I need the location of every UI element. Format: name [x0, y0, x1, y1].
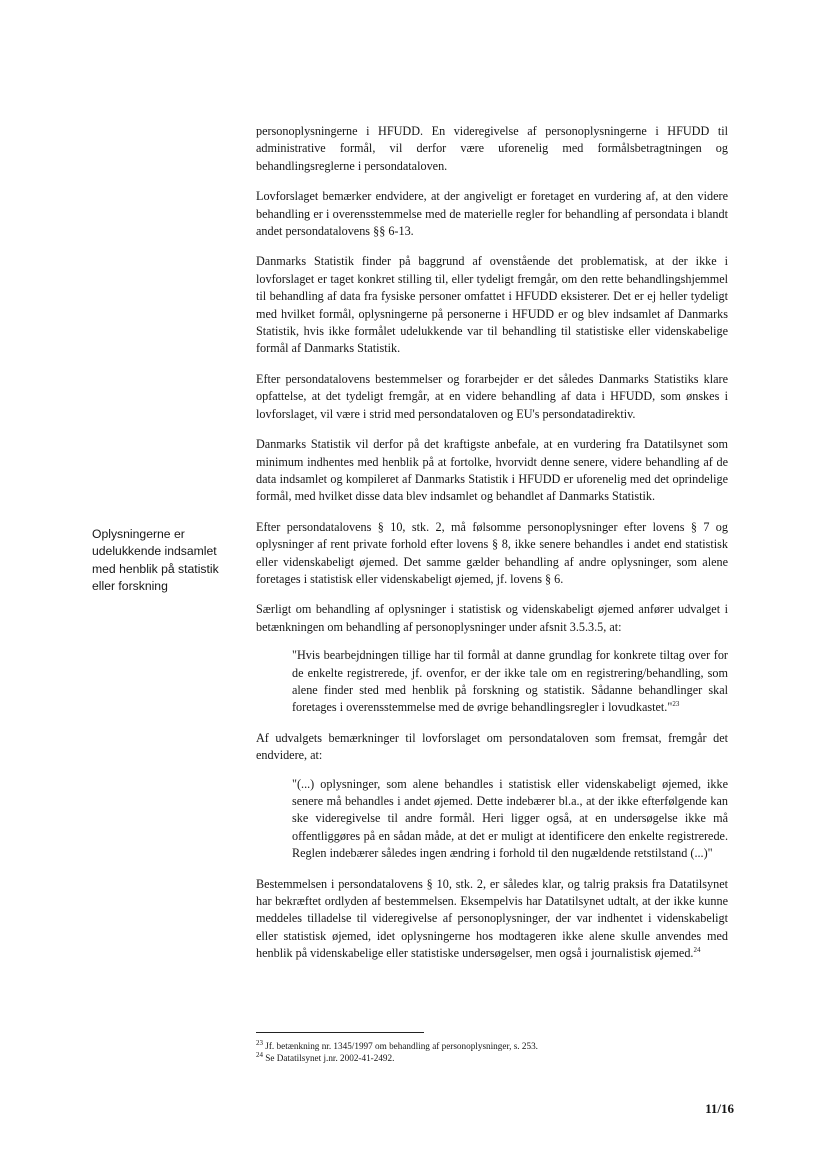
- paragraph: Efter persondatalovens bestemmelser og forarbejder er det således Danmarks Statistiks klare opfattelse, at det tydeligt fremgår, at en videre behandling af data i HFUDD, som ønskes i lovforslaget, vil være i strid med persondataloven og EU's persondatadirektiv.: [256, 371, 728, 421]
- paragraph: Af udvalgets bemærkninger til lovforslaget om persondataloven som fremsat, fremgår det endvidere, at:: [256, 730, 728, 763]
- footnote: [256, 1040, 728, 1052]
- paragraph: personoplysningerne i HFUDD. En videregivelse af personoplysningerne i HFUDD til administrative formål, vil derfor være uforenelig med formålsbetragtningen og behandlingsreglerne i persondataloven.: [256, 124, 728, 173]
- paragraph-text: Bestemmelsen i persondatalovens § 10, stk. 2, er således klar, og talrig praksis fra Datatilsynet har bekræftet ordlyden af bestemmelsen. Eksempelvis har Datatilsynet udtalt, at der ikke kunne meddeles tilladelse til videregivelse af personoplysninger, der var indhentet i videnskabeligt eller statistisk øjemed, idet oplysningerne hos modtageren ikke alene skulle anvendes med henblik på videnskabelige eller statistiske undersøgelser, men også i journalistisk øjemed.: [256, 876, 728, 961]
- page-number: 11/16: [705, 1101, 734, 1116]
- quote-text: "Hvis bearbejdningen tillige har til formål at danne grundlag for konkrete tiltag over for de enkelte registrerede, jf. ovenfor, er der ikke tale om en registrering/behandling, som alene finder sted med henblik på forskning og statistik. Sådanne behandlinger skal foretages i overensstemmelse med de øvrige behandlingsregler i lovudkastet.": [292, 648, 728, 715]
- paragraph: [256, 876, 728, 963]
- footnote: [256, 1052, 728, 1064]
- footnote-text: Se Datatilsynet j.nr. 2002-41-2492.: [265, 1053, 395, 1063]
- paragraph: Danmarks Statistik finder på baggrund af ovenstående det problematisk, at der ikke i lovforslaget er taget konkret stilling til, eller tydeligt fremgår, om den rette behandlingshjemmel til behandling af data fra fysiske personer omfattet i HFUDD eksisterer. Det er ej heller tydeligt med hvilket formål, oplysningerne på personerne i HFUDD er og blev indsamlet af Danmarks Statistik, hvis ikke formålet udelukkende var til behandling til statistiske eller videnskabelige formål af Danmarks Statistik.: [256, 254, 728, 356]
- paragraph: Lovforslaget bemærker endvidere, at der angiveligt er foretaget en vurdering af, at den videre behandling er i overensstemmelse med de materielle regler for behandling af persondata i blandt andet persondatalovens §§ 6-13.: [256, 189, 728, 239]
- footnote-number: 23: [256, 1038, 263, 1047]
- footnote-number: 24: [256, 1050, 263, 1059]
- footnote-reference: 23: [672, 700, 680, 709]
- paragraph: Efter persondatalovens § 10, stk. 2, må følsomme personoplysninger efter lovens § 7 og oplysninger af rent private forhold efter lovens § 8, ikke senere behandles i andet end statistisk eller videnskabeligt øjemed. Det samme gælder behandling af andre oplysninger, som alene foretages i statistisk eller videnskabeligt øjemed, jf. lovens § 6.: [256, 519, 728, 586]
- paragraph: Særligt om behandling af oplysninger i statistisk og videnskabeligt øjemed anfører udvalget i betænkningen om behandling af personoplysninger under afsnit 3.5.3.5, at:: [256, 602, 728, 634]
- main-text: [256, 123, 728, 976]
- footnote-divider: [256, 1032, 424, 1033]
- footnote-reference: 24: [693, 946, 701, 955]
- block-quote: [292, 647, 728, 717]
- footnote-text: Jf. betænkning nr. 1345/1997 om behandling af personoplysninger, s. 253.: [265, 1041, 538, 1051]
- paragraph: Danmarks Statistik vil derfor på det kraftigste anbefale, at en vurdering fra Datatilsynet som minimum indhentes med henblik på at fortolke, hvorvidt denne senere, videre behandling af de data indsamlet og kompileret af Danmarks Statistik i HFUDD er uforenelig med det oprindelige formål, med hvilket disse data blev indsamlet og behandlet af Danmarks Statistik.: [256, 437, 728, 504]
- block-quote: "(...) oplysninger, som alene behandles i statistisk eller videnskabeligt øjemed, ikke senere må behandles i andet øjemed. Dette indebærer bl.a., at der ikke efterfølgende kan ske videregivelse til andre formål. Heri ligger også, at en undersøgelse ikke må offentliggøres på en sådan måde, at det er muligt at identificere den enkelte registrerede. Reglen indebærer således ingen ændring i forhold til den nugældende retstilstand (...)": [292, 776, 728, 861]
- footnotes: [256, 1040, 728, 1064]
- margin-note: Oplysningerne er udelukkende indsamlet med henblik på statistik eller forskning: [92, 527, 219, 594]
